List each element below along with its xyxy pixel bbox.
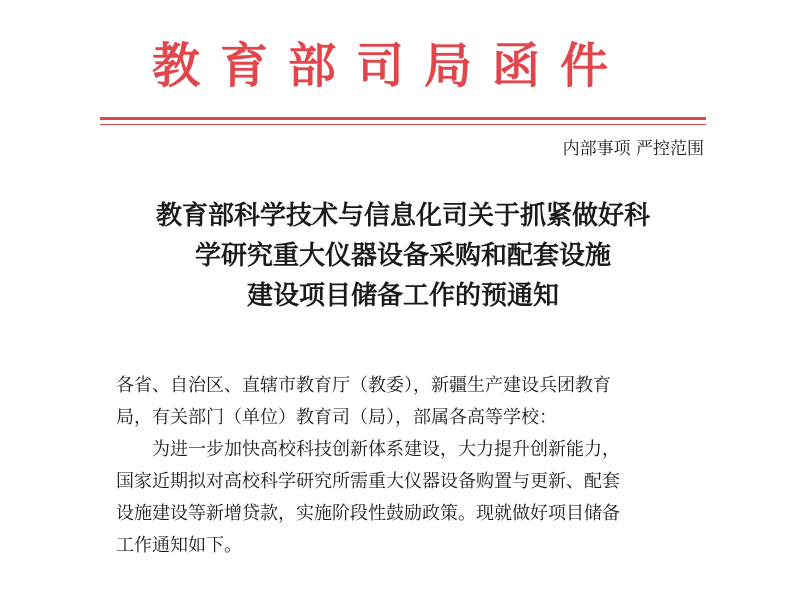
addressee-line: 局，有关部门（单位）教育司（局），部属各高等学校： bbox=[116, 407, 557, 428]
title-line: 教育部科学技术与信息化司关于抓紧做好科 bbox=[155, 201, 650, 231]
paragraph-line: 国家近期拟对高校科学研究所需重大仪器设备购置与更新、配套 bbox=[116, 471, 620, 492]
letterhead-title: 教育部司局函件 bbox=[151, 38, 628, 94]
classification-label: 内部事项 严控范围 bbox=[562, 139, 704, 159]
letterhead-rule-thin bbox=[100, 124, 706, 125]
title-line: 建设项目储备工作的预通知 bbox=[246, 281, 559, 311]
document-title bbox=[100, 196, 706, 316]
document-body bbox=[116, 370, 708, 562]
addressee-line: 各省、自治区、直辖市教育厅（教委），新疆生产建设兵团教育 bbox=[116, 375, 611, 396]
paragraph-line: 为进一步加快高校科技创新体系建设，大力提升创新能力， bbox=[152, 439, 620, 460]
paragraph-line: 工作通知如下。 bbox=[116, 535, 242, 556]
title-line: 学研究重大仪器设备采购和配套设施 bbox=[194, 241, 611, 271]
paragraph-line: 设施建设等新增贷款，实施阶段性鼓励政策。现就做好项目储备 bbox=[116, 503, 620, 524]
letterhead-rule-thick bbox=[100, 117, 706, 120]
